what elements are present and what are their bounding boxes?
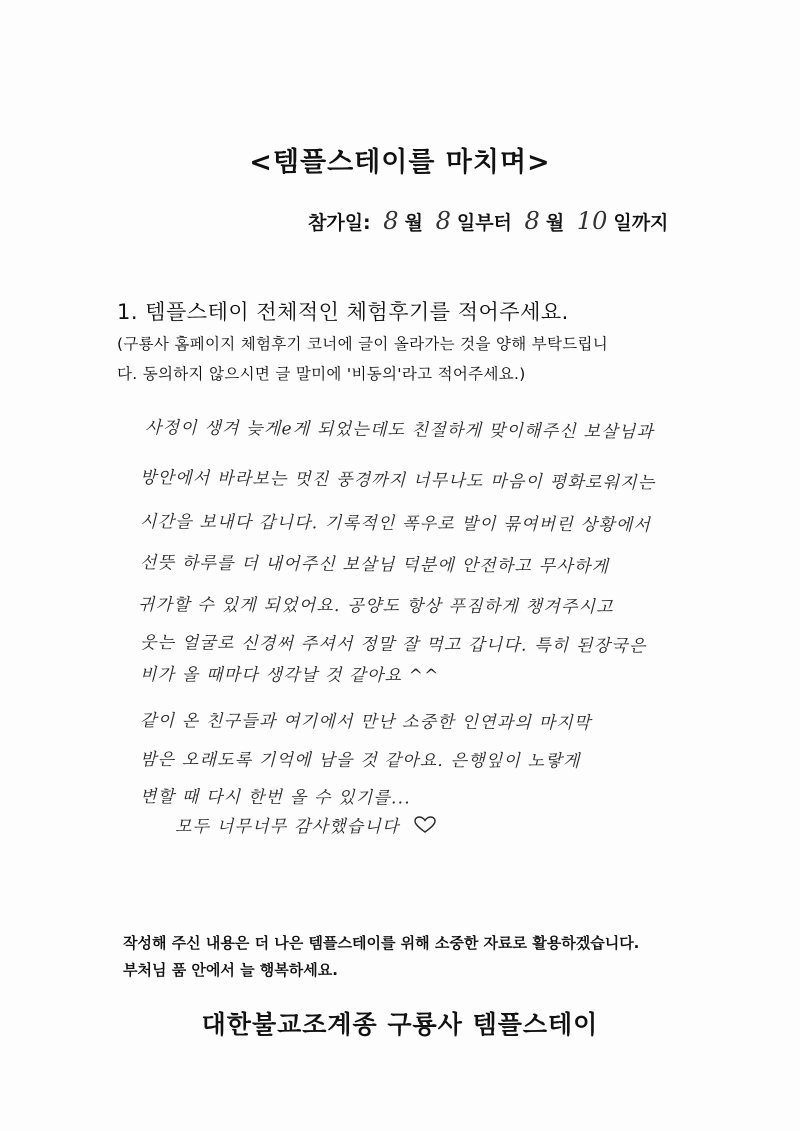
participation-dates <box>308 207 668 235</box>
handwritten-line: 비가 올 때마다 생각날 것 같아요 ^^ <box>139 665 440 687</box>
handwritten-line: 밤은 오래도록 기억에 남을 것 같아요. 은행잎이 노랗게 <box>139 750 581 772</box>
handwritten-line: 방안에서 바라보는 멋진 풍경까지 너무나도 마음이 평화로워지는 <box>139 468 656 494</box>
heart-icon <box>414 816 436 839</box>
end-day: 10 <box>576 207 608 235</box>
end-month-unit: 월 <box>545 212 565 234</box>
consent-note-line: 다. 동의하지 않으시면 글 말미에 '비동의'라고 적어주세요.) <box>117 365 526 383</box>
until-text: 일까지 <box>613 212 669 234</box>
consent-note <box>117 329 697 389</box>
question-heading: 1. 템플스테이 전체적인 체험후기를 적어주세요. <box>117 300 569 324</box>
handwritten-line: 시간을 보내다 갑니다. 기록적인 폭우로 발이 묶여버린 상황에서 <box>139 512 652 536</box>
end-month: 8 <box>524 207 540 235</box>
handwritten-line: 같이 온 친구들과 여기에서 만난 소중한 인연과의 마지막 <box>139 711 592 734</box>
handwritten-line: 변할 때 다시 한번 올 수 있기를... <box>139 787 411 809</box>
dates-label: 참가일: <box>308 212 371 234</box>
handwritten-line: 선뜻 하루를 더 내어주신 보살님 덕분에 안전하고 무사하게 <box>139 553 610 578</box>
organization-name: 대한불교조계종 구룡사 템플스테이 <box>201 1010 599 1039</box>
handwritten-line: 사정이 생겨 늦게e게 되었는데도 친절하게 맞이해주신 보살님과 <box>144 418 655 443</box>
footer-line: 부처님 품 안에서 늘 행복하세요. <box>123 961 338 979</box>
start-month-unit: 월 <box>404 212 423 234</box>
page-title: <템플스테이를 마치며> <box>249 147 551 178</box>
from-text: 일부터 <box>456 212 512 234</box>
footer-message <box>123 930 639 984</box>
footer-line: 작성해 주신 내용은 더 나은 템플스테이를 위해 소중한 자료로 활용하겠습니다. <box>123 934 640 952</box>
handwritten-closing-text: 모두 너무너무 감사했습니다 <box>175 817 400 837</box>
start-month: 8 <box>383 207 399 235</box>
consent-note-line: (구룡사 홈페이지 체험후기 코너에 글이 올라가는 것을 양해 부탁드립니 <box>117 335 609 353</box>
start-day: 8 <box>435 207 451 235</box>
handwritten-closing <box>175 812 436 839</box>
handwritten-line: 웃는 얼굴로 신경써 주셔서 정말 잘 먹고 갑니다. 특히 된장국은 <box>139 633 647 657</box>
handwritten-line: 귀가할 수 있게 되었어요. 공양도 항상 푸짐하게 챙겨주시고 <box>137 595 614 618</box>
